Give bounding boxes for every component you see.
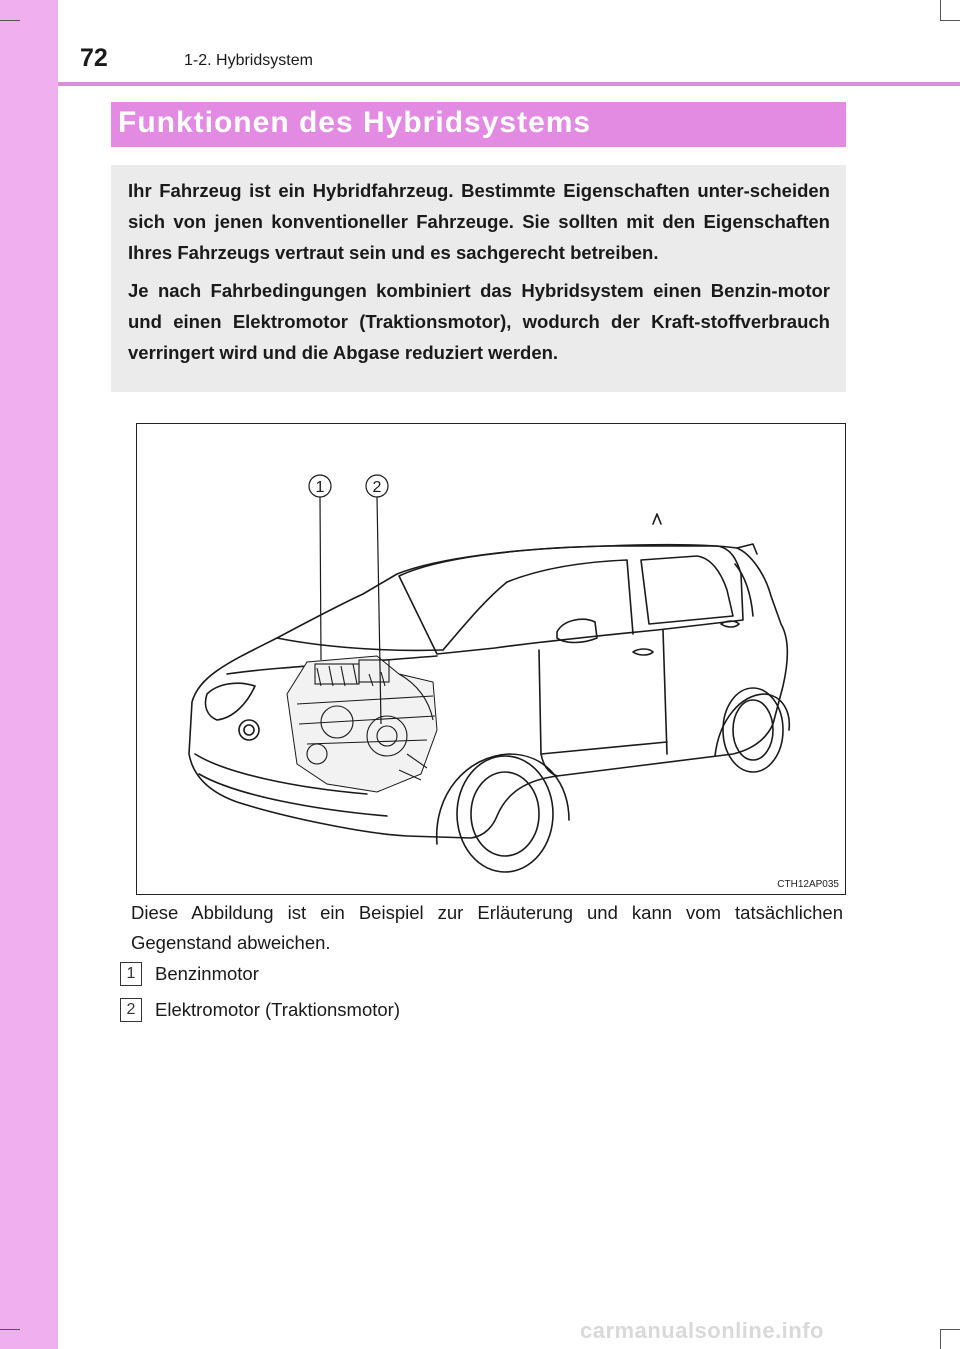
legend-label: Benzinmotor: [155, 963, 259, 984]
car-drawing: [137, 424, 845, 894]
header-divider: [58, 82, 960, 86]
crop-mark: [940, 20, 960, 21]
page-title: Funktionen des Hybridsystems: [118, 106, 592, 139]
watermark: carmanualsonline.info: [580, 1318, 824, 1343]
intro-box: [111, 165, 846, 392]
intro-paragraph-2: Je nach Fahrbedingungen kombiniert das Hybridsystem einen Benzin-motor und einen Elektromotor (Traktionsmotor), wodurch der Kraft-stoffverbrauch verringert wird und die Abgase reduziert werden.: [128, 280, 830, 363]
page-number: 72: [80, 44, 108, 72]
crop-mark: [940, 0, 941, 20]
crop-mark: [940, 1329, 960, 1330]
figure-caption: Diese Abbildung ist ein Beispiel zur Erläuterung und kann vom tatsächlichen Gegenstand abweichen.: [131, 902, 843, 953]
side-color-strip: [0, 0, 58, 1349]
crop-mark: [0, 20, 20, 21]
section-reference: 1-2. Hybridsystem: [184, 52, 313, 69]
crop-mark: [940, 1329, 941, 1349]
legend-number-badge: 2: [120, 998, 142, 1022]
figure-code: CTH12AP035: [777, 879, 839, 890]
crop-mark: [0, 1329, 20, 1330]
intro-paragraph-1: Ihr Fahrzeug ist ein Hybridfahrzeug. Bestimmte Eigenschaften unter-scheiden sich von jenen konventioneller Fahrzeuge. Sie sollten mit den Eigenschaften Ihres Fahrzeugs vertraut sein und es sachgerecht betreiben.: [128, 180, 830, 263]
car-illustration: [136, 423, 846, 895]
callout-1: 1: [315, 479, 325, 496]
legend-label: Elektromotor (Traktionsmotor): [155, 999, 401, 1020]
legend-number-badge: 1: [120, 962, 142, 986]
callout-2: 2: [372, 479, 382, 496]
